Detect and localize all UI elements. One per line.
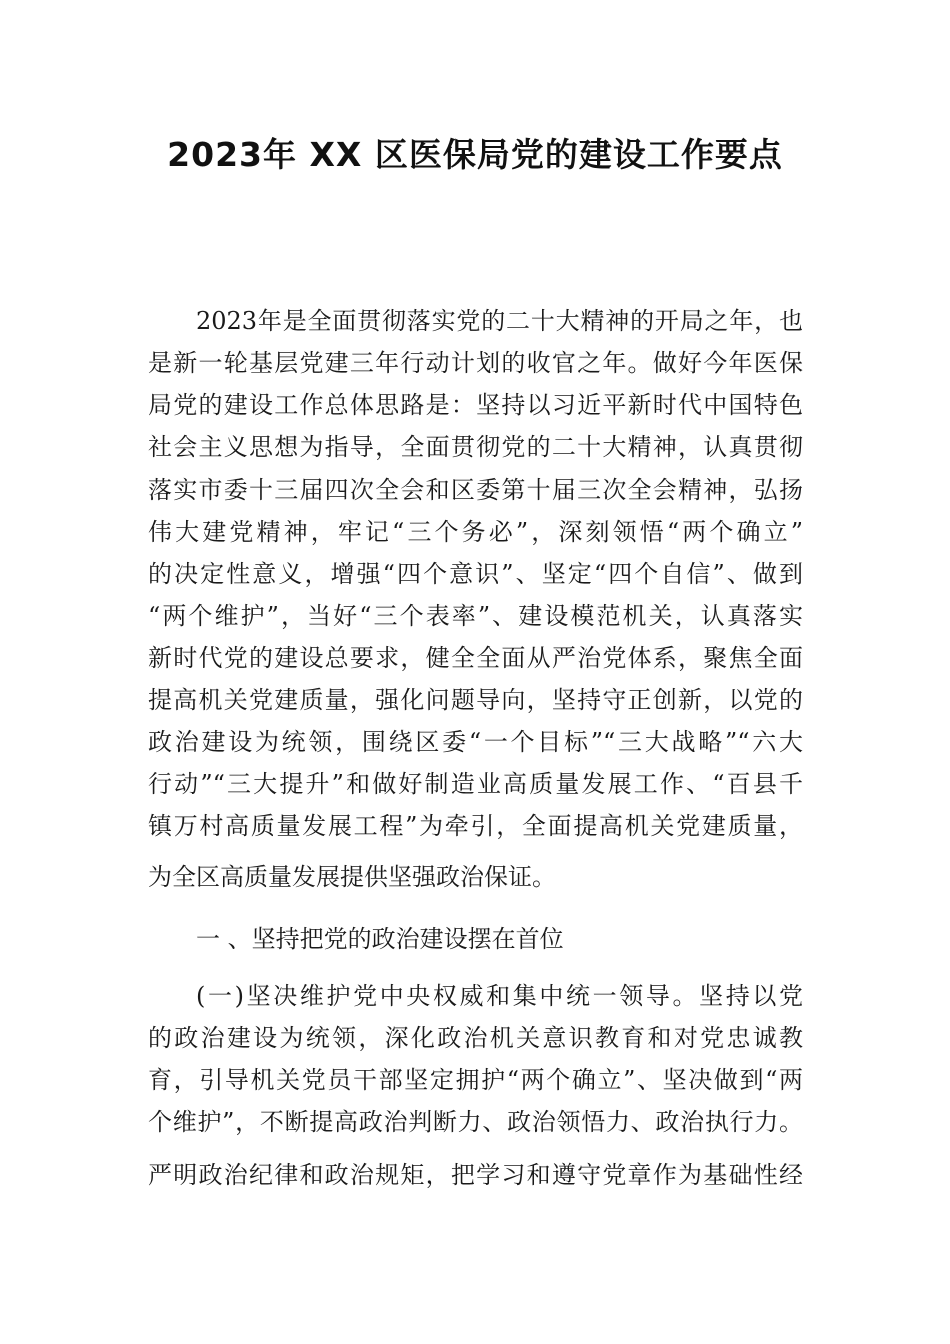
body-line: 提高机关党建质量，强化问题导向，坚持守正创新，以党的 — [148, 686, 803, 714]
body-line: “两个维护”，当好“三个表率”、建设模范机关，认真落实 — [148, 602, 803, 630]
body-line: 的决定性意义，增强“四个意识”、坚定“四个自信”、做到 — [148, 560, 803, 588]
body-line: 行动”“三大提升”和做好制造业高质量发展工作、“百县千 — [148, 770, 803, 798]
body-line: 伟大建党精神，牢记“三个务必”，深刻领悟“两个确立” — [148, 518, 803, 546]
body-line: 局党的建设工作总体思路是：坚持以习近平新时代中国特色 — [148, 391, 803, 419]
body-line: 为全区高质量发展提供坚强政治保证。 — [148, 863, 556, 891]
body-line: 的政治建设为统领，深化政治机关意识教育和对党忠诚教 — [148, 1024, 803, 1052]
section-heading: 一 、坚持把党的政治建设摆在首位 — [196, 925, 564, 953]
body-line: (一)坚决维护党中央权威和集中统一领导。坚持以党 — [196, 982, 803, 1010]
body-line: 育，引导机关党员干部坚定拥护“两个确立”、坚决做到“两 — [148, 1066, 803, 1094]
body-line: 新时代党的建设总要求，健全全面从严治党体系，聚焦全面 — [148, 644, 803, 672]
body-line: 个维护”，不断提高政治判断力、政治领悟力、政治执行力。 — [148, 1108, 803, 1136]
body-line: 社会主义思想为指导，全面贯彻党的二十大精神，认真贯彻 — [148, 433, 803, 461]
body-line: 是新一轮基层党建三年行动计划的收官之年。做好今年医保 — [148, 349, 803, 377]
body-line: 2023年是全面贯彻落实党的二十大精神的开局之年，也 — [196, 307, 803, 335]
body-line: 落实市委十三届四次全会和区委第十届三次全会精神，弘扬 — [148, 476, 803, 504]
document-title: 2023年 XX 区医保局党的建设工作要点 — [167, 135, 783, 174]
body-line: 镇万村高质量发展工程”为牵引，全面提高机关党建质量， — [148, 812, 803, 840]
body-line: 严明政治纪律和政治规矩，把学习和遵守党章作为基础性经 — [148, 1161, 803, 1189]
body-line: 政治建设为统领，围绕区委“一个目标”“三大战略”“六大 — [148, 728, 803, 756]
